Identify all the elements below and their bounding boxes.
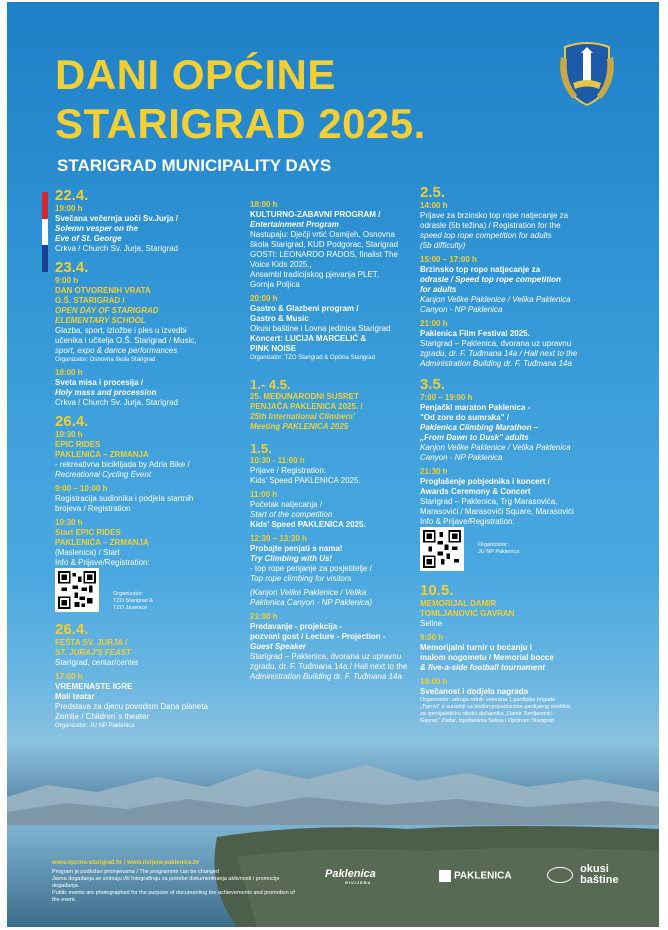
event-heading: ST. JURAJ'S FEAST [55, 648, 131, 657]
page-subtitle: STARIGRAD MUNICIPALITY DAYS [57, 156, 332, 175]
event-text: Glazba, sport, izložbe i ples u izvedbi [55, 326, 187, 335]
logo-text: okusi [580, 863, 609, 875]
organizer-line: Organizator: [478, 542, 509, 548]
event-text: Predstava za djecu povodom Dana planeta [55, 702, 208, 711]
logo-subtext: RIVIJERA [345, 880, 372, 885]
event-text: - rekreativna biciklijada by Adria Bike / [55, 460, 190, 469]
event-text: GOSTI: LEONARDO RADOS, finalist The [250, 250, 398, 259]
event-location: Starigrad – Paklenica, Trg Marasovića, [420, 497, 558, 506]
event-location: Crkva / Church Sv. Jurja, Starigrad [55, 398, 179, 407]
event-heading: OPEN DAY OF STARIGRAD [55, 306, 159, 315]
organizer-line: TZO Starigrad & [113, 598, 154, 604]
event-time: 11:00 h [250, 490, 278, 499]
event-text: Brzinsko top rope natjecanje za [420, 265, 541, 274]
event-text: Registracija sudionika i podjela startnih [55, 494, 194, 503]
event-date: 2.5. [420, 184, 446, 201]
column-2 [250, 200, 430, 682]
organizer-line: TZO Jasenice [113, 605, 148, 611]
event-text: Info & Prijave/Registration: [55, 558, 150, 567]
event-location: Starigrad – Paklenica, dvorana uz upravnu [420, 339, 572, 348]
event-heading: 25th International Climbers' [250, 412, 356, 421]
event-heading: PAKLENICA – ZRMANJA [55, 538, 149, 547]
event-organizer: „Tigrovi" u suradnji sa bivšim pripadnicima gardijskog središta [420, 704, 571, 710]
event-text: Eve of St. George [55, 234, 122, 243]
event-heading: KULTURNO-ZABAVNI PROGRAM / [250, 210, 381, 219]
event-text: & five-a-side football tournament [420, 663, 545, 672]
event-text: Info & Prijave/Registration: [420, 517, 515, 526]
logo-text: baštine [580, 874, 619, 886]
column-1 [55, 188, 245, 730]
event-text: učenika i učitelja O.Š. Starigrad / Music, [55, 336, 197, 345]
event-organizer: Organizator: TZO Starigrad & Općina Starigrad [250, 355, 375, 361]
event-text: (5b difficulty) [420, 241, 466, 250]
event-time: 21:00 h [250, 612, 278, 621]
event-location: zgradu, dr. F. Tuđmana 14a / Hall next to the [420, 349, 578, 358]
event-heading: VREMENASTE IGRE [55, 682, 133, 691]
event-text: škola Starigrad, KUD Podgorac, Starigrad [250, 240, 399, 249]
qr-code-icon[interactable] [55, 568, 99, 612]
event-organizer [113, 591, 153, 612]
np-paklenica-icon [439, 870, 451, 882]
event-time: 12:30 – 13:30 h [250, 534, 307, 543]
coat-of-arms-icon [559, 37, 615, 109]
event-heading: MEMORIJAL DAMIR [420, 599, 497, 608]
event-heading: TOMLJANOVIĆ GAVRAN [420, 609, 515, 618]
event-date: 10.5. [420, 582, 454, 599]
event-heading: Start EPIC RIDES [55, 528, 121, 537]
event-time: 18:00 h [250, 200, 278, 209]
event-heading: ELEMENTARY SCHOOL [55, 316, 146, 325]
footer-note: Public events are photographed for the purpose of documenting the achievements and promotion of the event. [52, 890, 295, 903]
event-location: Crkva / Church Sv. Jurja, Starigrad [55, 244, 179, 253]
event-organizer: Organizator: udruga ratnih veterana 1.gardijske brigade [420, 697, 556, 703]
event-time: 19:00 h [55, 204, 83, 213]
event-text: Top rope climbing for visitors [250, 574, 352, 583]
event-heading: Gastro & Glazbeni program / [250, 304, 359, 313]
event-location: Kanjon Velike Paklenice / Velika Paklenica [420, 295, 571, 304]
event-time: 10:30 - 11:00 h [250, 456, 305, 465]
event-heading: Gastro & Music [250, 314, 309, 323]
np-paklenica-logo [439, 870, 512, 882]
event-text: Zemlje / Children`s theater [55, 712, 150, 721]
okusi-bastine-icon [547, 867, 573, 883]
okusi-bastine-logo [547, 864, 619, 886]
event-time: 20:00 h [250, 294, 278, 303]
event-text: Svečana večernja uoči Sv.Jurja / [55, 214, 179, 223]
event-text: Okusi baštine i Lovna jedinica Starigrad [250, 324, 391, 333]
event-text: Try Climbing with Us! [250, 554, 333, 563]
event-text: Start of the competition [250, 510, 333, 519]
event-text: Mali teatar [55, 692, 95, 701]
event-text: Prijave za brzinsko top rope natjecanje za [420, 211, 569, 220]
event-text: PINK NOISE [250, 344, 297, 353]
footer-note: Javna događanja se snimaju i/ili fotografiraju za potrebe dokumentiranja aktivnosti i promocije događanja. [52, 876, 280, 889]
event-location: Canyon - NP Paklenica [420, 453, 503, 462]
event-text: odrasle (5b težina) / Registration for the [420, 221, 561, 230]
title-line-2: STARIGRAD 2025. [55, 100, 426, 147]
croatian-flag-stripe [42, 192, 48, 272]
event-text: (Maslenica) / Start [55, 548, 120, 557]
event-location: Paklenica Canyon - NP Paklenica) [250, 598, 372, 607]
event-text: Koncert: LUCIJA MARCELIĆ & [250, 334, 367, 343]
event-organizer: Organizator: Osnovna škola Starigrad [55, 357, 156, 363]
event-time: 21:00 h [420, 319, 448, 328]
event-text: Voice Kids 2025., [250, 260, 312, 269]
event-date: 3.5. [420, 376, 446, 393]
event-text: odrasle / Speed top rope competition [420, 275, 561, 284]
event-text: Paklenica Climbing Marathon – [420, 423, 539, 432]
event-text: Ansambl tradicijskog pjevanja PLET, [250, 270, 379, 279]
event-text: brojeva / Registration [55, 504, 131, 513]
event-text: Holy mass and procession [55, 388, 157, 397]
event-time: 21:30 h [420, 467, 448, 476]
event-date: 22.4. [55, 187, 89, 204]
event-time: 18:00 h [420, 677, 448, 686]
event-heading: Entertainment Program [250, 220, 339, 229]
event-heading: DAN OTVORENIH VRATA [55, 286, 151, 295]
event-date: 26.4. [55, 621, 89, 638]
footer [52, 860, 302, 904]
event-location: Seline [420, 619, 443, 628]
event-heading: PENJAČA PAKLENICA 2025. / [250, 402, 363, 411]
event-heading: 25. MEĐUNARODNI SUSRET [250, 392, 359, 401]
event-text: Awards Ceremony & Concert [420, 487, 531, 496]
paklenica-riviera-logo [325, 868, 376, 885]
event-location: Marasovići / Marasovići Square, Marasovići [420, 507, 574, 516]
event-time: 9:00 h [55, 276, 79, 285]
page-title [55, 50, 426, 148]
event-heading: PAKLENICA – ZRMANJA [55, 450, 149, 459]
event-text: Probajte penjati s nama! [250, 544, 343, 553]
footer-note: Program je podložan promjenama / The programme can be changed [52, 869, 220, 875]
event-time: 7:00 – 19:00 h [420, 393, 473, 402]
event-text: Penjački maraton Paklenica - [420, 403, 531, 412]
event-heading: Meeting PAKLENICA 2025 [250, 422, 349, 431]
event-date: 26.4. [55, 413, 89, 430]
event-text: Kids' Speed PAKLENICA 2025. [250, 520, 366, 529]
event-time: 10:30 h [55, 518, 83, 527]
event-location: Starigrad, centar/center [55, 658, 139, 667]
event-location: Kanjon Velike Paklenice / Velika Paklenica [420, 443, 571, 452]
event-time: 14:00 h [420, 201, 448, 210]
event-time: 9:00 h [420, 633, 444, 642]
event-time: 15:00 – 17:00 h [420, 255, 477, 264]
organizer-line: Organizator: [113, 591, 144, 597]
event-organizer: Gavran" Zadar, mještanima Selina i Općinom Starigrad [420, 718, 554, 724]
event-time: 9:00 – 10:00 h [55, 484, 108, 493]
event-date: 1.5. [250, 441, 272, 456]
qr-code-icon[interactable] [420, 527, 464, 571]
event-text: "Od zore do sumraka" / [420, 413, 509, 422]
event-text: Početak natjecanja / [250, 500, 323, 509]
event-time: 10:30 h [55, 430, 83, 439]
event-location: (Kanjon Velike Paklenice / Velika [250, 588, 367, 597]
poster [7, 2, 659, 927]
event-text: malom nogometu / Memorial bocce [420, 653, 554, 662]
organizer-line: JU NP Paklenica [478, 549, 520, 555]
event-heading: FEŠTA SV. JURJA / [55, 638, 128, 647]
title-line-1: DANI OPĆINE [55, 51, 336, 98]
event-text: Predavanje - projekcija - [250, 622, 343, 631]
event-text: for adults [420, 285, 457, 294]
event-organizer [478, 542, 519, 556]
event-text: Memorijalni turnir u boćanju i [420, 643, 533, 652]
event-text: - top rope penjanje za posjetitelje / [250, 564, 372, 573]
event-heading: O.Š. STARIGRAD / [55, 296, 125, 305]
event-text: Recreational Cycling Event [55, 470, 152, 479]
event-organizer: za specijalističku obuku dočasnika „Damir Tomljanović- [420, 711, 554, 717]
event-organizer: Organizator: JU NP Paklenica [55, 723, 135, 729]
event-text: Svečanost i dodjela nagrada [420, 687, 529, 696]
column-3 [420, 185, 620, 725]
event-location: Starigrad – Paklenica, dvorana uz upravnu [250, 652, 402, 661]
event-date: 1.- 4.5. [250, 377, 291, 392]
event-text: Gornja Poljica [250, 280, 300, 289]
event-date: 23.4. [55, 259, 89, 276]
logo-text: PAKLENICA [454, 870, 512, 882]
event-time: 18:00 h [55, 368, 83, 377]
event-text: Guest Speaker [250, 642, 307, 651]
event-text: Sveta misa i procesija / [55, 378, 144, 387]
event-text: Prijave / Registration: [250, 466, 327, 475]
event-text: „From Dawn to Dusk" adults [420, 433, 529, 442]
event-text: Solemn vesper on the [55, 224, 139, 233]
event-text: Nastupaju: Dječji vrtić Osmijeh, Osnovna [250, 230, 395, 239]
event-location: zgradu, dr. F. Tuđmana 14a / Hall next to the [250, 662, 408, 671]
event-text: Paklenica Film Festival 2025. [420, 329, 530, 338]
event-heading: EPIC RIDES [55, 440, 101, 449]
event-text: speed top rope competition for adults [420, 231, 552, 240]
event-location: Canyon - NP Paklenica [420, 305, 503, 314]
event-text: pozvani gost / Lecture - Projection - [250, 632, 386, 641]
footer-urls[interactable]: www.opcina-starigrad.hr / www.rivijera-paklenica.hr [52, 860, 200, 866]
event-text: Proglašenje pobjednika i koncert / [420, 477, 550, 486]
event-time: 17:00 h [55, 672, 83, 681]
event-text: sport, expo & dance performances [55, 346, 178, 355]
event-text: Kids' Speed PAKLENICA 2025. [250, 476, 361, 485]
event-location: Administration Building dr. F. Tuđmana 14a [420, 359, 572, 368]
logo-text: Paklenica [325, 868, 376, 880]
event-location: Administration Building dr. F. Tuđmana 14a [250, 672, 402, 681]
